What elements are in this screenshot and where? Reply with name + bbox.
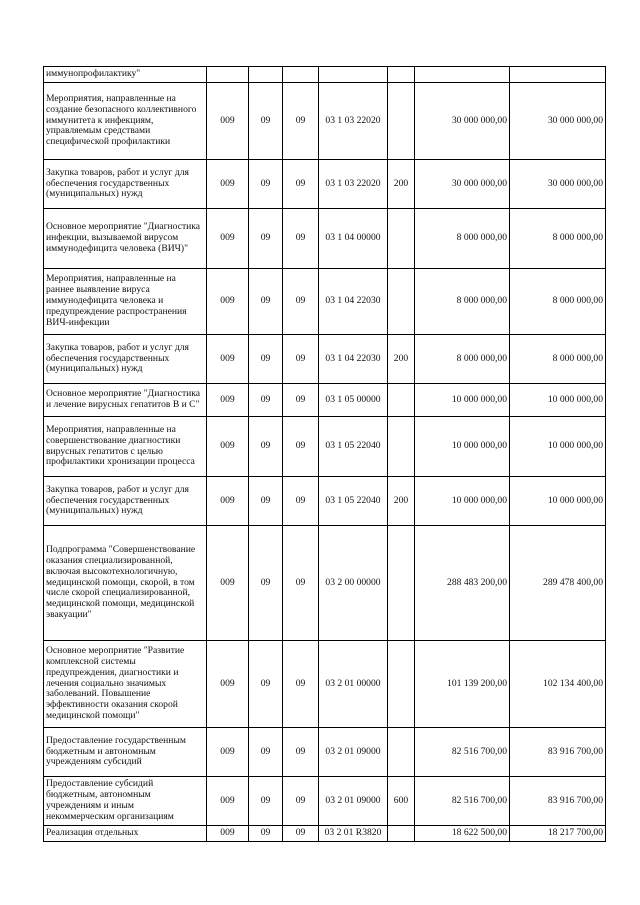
budget-table-body	[44, 67, 606, 842]
ministry-code: 009	[207, 160, 249, 209]
amount-year-1: 10 000 000,00	[415, 417, 510, 477]
amount-year-1: 10 000 000,00	[415, 477, 510, 526]
target-article-code: 03 1 04 22030	[319, 269, 388, 335]
expense-type-code	[388, 209, 415, 269]
amount-year-2: 83 916 700,00	[510, 728, 606, 777]
table-row	[44, 417, 606, 477]
table-row	[44, 67, 606, 83]
target-article-code: 03 2 01 R3820	[319, 826, 388, 842]
amount-year-1: 8 000 000,00	[415, 335, 510, 384]
table-row	[44, 83, 606, 160]
target-article-code: 03 1 05 22040	[319, 477, 388, 526]
subsection-code: 09	[283, 728, 319, 777]
subsection-code: 09	[283, 826, 319, 842]
section-code: 09	[249, 269, 283, 335]
expense-type-code: 200	[388, 477, 415, 526]
amount-year-2: 83 916 700,00	[510, 777, 606, 826]
table-row	[44, 826, 606, 842]
ministry-code: 009	[207, 83, 249, 160]
budget-page	[43, 66, 605, 842]
amount-year-2: 30 000 000,00	[510, 160, 606, 209]
amount-year-1: 30 000 000,00	[415, 83, 510, 160]
subsection-code: 09	[283, 526, 319, 641]
target-article-code: 03 2 00 00000	[319, 526, 388, 641]
subsection-code: 09	[283, 477, 319, 526]
amount-year-2: 30 000 000,00	[510, 83, 606, 160]
amount-year-2: 10 000 000,00	[510, 417, 606, 477]
amount-year-1: 288 483 200,00	[415, 526, 510, 641]
section-code: 09	[249, 477, 283, 526]
target-article-code: 03 1 03 22020	[319, 160, 388, 209]
ministry-code: 009	[207, 777, 249, 826]
subsection-code: 09	[283, 641, 319, 728]
subsection-code: 09	[283, 335, 319, 384]
amount-year-1: 8 000 000,00	[415, 269, 510, 335]
target-article-code: 03 1 05 22040	[319, 417, 388, 477]
amount-year-1: 101 139 200,00	[415, 641, 510, 728]
expense-type-code	[388, 67, 415, 83]
section-code: 09	[249, 641, 283, 728]
section-code: 09	[249, 826, 283, 842]
section-code: 09	[249, 83, 283, 160]
table-row	[44, 777, 606, 826]
row-name: Закупка товаров, работ и услуг для обеспечения государственных (муниципальных) нужд	[44, 335, 207, 384]
amount-year-1: 8 000 000,00	[415, 209, 510, 269]
ministry-code: 009	[207, 526, 249, 641]
table-row	[44, 728, 606, 777]
ministry-code: 009	[207, 826, 249, 842]
expense-type-code	[388, 269, 415, 335]
target-article-code: 03 1 05 00000	[319, 384, 388, 417]
expense-type-code	[388, 417, 415, 477]
row-name: Подпрограмма "Совершенствование оказания специализированной, включая высокотехнологичную, медицинской помощи, скорой, в том числе скорой специализированной, медицинской помощи, медицинской эвакуации"	[44, 526, 207, 641]
section-code: 09	[249, 417, 283, 477]
amount-year-2: 102 134 400,00	[510, 641, 606, 728]
row-name: Основное мероприятие "Диагностика инфекции, вызываемой вирусом иммунодефицита человека (ВИЧ)"	[44, 209, 207, 269]
table-row	[44, 335, 606, 384]
target-article-code	[319, 67, 388, 83]
ministry-code: 009	[207, 728, 249, 777]
ministry-code: 009	[207, 209, 249, 269]
subsection-code	[283, 67, 319, 83]
amount-year-1: 30 000 000,00	[415, 160, 510, 209]
section-code: 09	[249, 384, 283, 417]
table-row	[44, 160, 606, 209]
section-code: 09	[249, 526, 283, 641]
amount-year-1: 82 516 700,00	[415, 728, 510, 777]
target-article-code: 03 1 04 00000	[319, 209, 388, 269]
subsection-code: 09	[283, 777, 319, 826]
amount-year-2: 289 478 400,00	[510, 526, 606, 641]
row-name: Мероприятия, направленные на раннее выявление вируса иммунодефицита человека и предупреждение распространения ВИЧ-инфекции	[44, 269, 207, 335]
ministry-code: 009	[207, 269, 249, 335]
expense-type-code	[388, 384, 415, 417]
row-name: иммунопрофилактику"	[44, 67, 207, 83]
budget-table	[43, 66, 606, 842]
subsection-code: 09	[283, 269, 319, 335]
row-name: Реализация отдельных	[44, 826, 207, 842]
section-code: 09	[249, 209, 283, 269]
ministry-code: 009	[207, 417, 249, 477]
subsection-code: 09	[283, 384, 319, 417]
target-article-code: 03 2 01 09000	[319, 728, 388, 777]
amount-year-2: 8 000 000,00	[510, 209, 606, 269]
subsection-code: 09	[283, 209, 319, 269]
amount-year-2: 10 000 000,00	[510, 384, 606, 417]
section-code: 09	[249, 160, 283, 209]
table-row	[44, 526, 606, 641]
target-article-code: 03 2 01 00000	[319, 641, 388, 728]
amount-year-1: 82 516 700,00	[415, 777, 510, 826]
section-code: 09	[249, 335, 283, 384]
target-article-code: 03 1 03 22020	[319, 83, 388, 160]
subsection-code: 09	[283, 83, 319, 160]
row-name: Основное мероприятие "Диагностика и лечение вирусных гепатитов В и С"	[44, 384, 207, 417]
expense-type-code	[388, 826, 415, 842]
ministry-code: 009	[207, 384, 249, 417]
amount-year-2: 8 000 000,00	[510, 335, 606, 384]
target-article-code: 03 1 04 22030	[319, 335, 388, 384]
expense-type-code	[388, 641, 415, 728]
row-name: Мероприятия, направленные на создание безопасного коллективного иммунитета к инфекциям, управляемым средствами специфической профилактики	[44, 83, 207, 160]
amount-year-1: 18 622 500,00	[415, 826, 510, 842]
ministry-code	[207, 67, 249, 83]
subsection-code: 09	[283, 160, 319, 209]
table-row	[44, 641, 606, 728]
table-row	[44, 269, 606, 335]
amount-year-2	[510, 67, 606, 83]
table-row	[44, 209, 606, 269]
amount-year-2: 8 000 000,00	[510, 269, 606, 335]
row-name: Предоставление субсидий бюджетным, автономным учреждениям и иным некоммерческим организациям	[44, 777, 207, 826]
expense-type-code: 200	[388, 335, 415, 384]
expense-type-code	[388, 728, 415, 777]
section-code	[249, 67, 283, 83]
section-code: 09	[249, 777, 283, 826]
row-name: Основное мероприятие "Развитие комплексной системы предупреждения, диагностики и лечения социально значимых заболеваний. Повышение эффективности оказания скорой медицинской помощи"	[44, 641, 207, 728]
expense-type-code: 600	[388, 777, 415, 826]
table-row	[44, 477, 606, 526]
ministry-code: 009	[207, 477, 249, 526]
row-name: Предоставление государственным бюджетным и автономным учреждениям субсидий	[44, 728, 207, 777]
row-name: Мероприятия, направленные на совершенствование диагностики вирусных гепатитов с целью профилактики хронизации процесса	[44, 417, 207, 477]
ministry-code: 009	[207, 335, 249, 384]
expense-type-code	[388, 83, 415, 160]
subsection-code: 09	[283, 417, 319, 477]
ministry-code: 009	[207, 641, 249, 728]
amount-year-2: 18 217 700,00	[510, 826, 606, 842]
amount-year-1: 10 000 000,00	[415, 384, 510, 417]
amount-year-2: 10 000 000,00	[510, 477, 606, 526]
table-row	[44, 384, 606, 417]
expense-type-code	[388, 526, 415, 641]
section-code: 09	[249, 728, 283, 777]
expense-type-code: 200	[388, 160, 415, 209]
row-name: Закупка товаров, работ и услуг для обеспечения государственных (муниципальных) нужд	[44, 160, 207, 209]
target-article-code: 03 2 01 09000	[319, 777, 388, 826]
amount-year-1	[415, 67, 510, 83]
row-name: Закупка товаров, работ и услуг для обеспечения государственных (муниципальных) нужд	[44, 477, 207, 526]
